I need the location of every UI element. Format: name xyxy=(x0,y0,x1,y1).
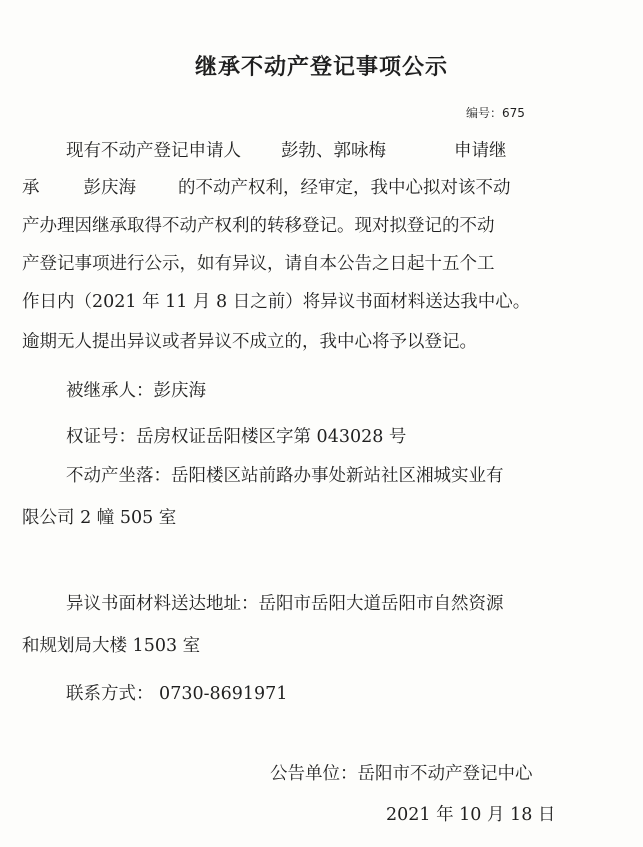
body-text: 的不动产权利，经审定，我中心拟对该不动 xyxy=(178,178,511,198)
body-line-1 xyxy=(66,140,507,162)
applicants-names: 彭勃、郭咏梅 xyxy=(281,141,386,161)
issuer-field: 公告单位：岳阳市不动产登记中心 xyxy=(270,764,533,784)
contact-field: 联系方式： 0730-8691971 xyxy=(66,684,288,704)
body-line-4: 产登记事项进行公示，如有异议，请自本公告之日起十五个工 xyxy=(22,254,495,274)
body-text: 申请继 xyxy=(454,141,507,161)
body-line-6: 逾期无人提出异议或者异议不成立的，我中心将予以登记。 xyxy=(22,332,477,352)
location-field-line-2: 限公司 2 幢 505 室 xyxy=(22,508,177,528)
certificate-field: 权证号：岳房权证岳阳楼区字第 043028 号 xyxy=(66,427,407,447)
objection-address-line-2: 和规划局大楼 1503 室 xyxy=(22,636,201,656)
location-field-line-1: 不动产坐落：岳阳楼区站前路办事处新站社区湘城实业有 xyxy=(66,466,504,486)
page-title: 继承不动产登记事项公示 xyxy=(194,55,448,80)
body-text: 现有不动产登记申请人 xyxy=(66,141,241,161)
body-text: 承 xyxy=(22,178,40,198)
body-line-2 xyxy=(22,177,511,199)
decedent-field: 被继承人：彭庆海 xyxy=(66,381,206,401)
issue-date: 2021 年 10 月 18 日 xyxy=(386,805,556,825)
objection-address-line-1: 异议书面材料送达地址：岳阳市岳阳大道岳阳市自然资源 xyxy=(66,594,504,614)
body-line-3: 产办理因继承取得不动产权利的转移登记。现对拟登记的不动 xyxy=(22,216,495,236)
document-number: 编号：675 xyxy=(466,106,525,120)
body-line-5: 作日内（2021 年 11 月 8 日之前）将异议书面材料送达我中心。 xyxy=(22,292,531,312)
decedent-name-inline: 彭庆海 xyxy=(83,178,136,198)
